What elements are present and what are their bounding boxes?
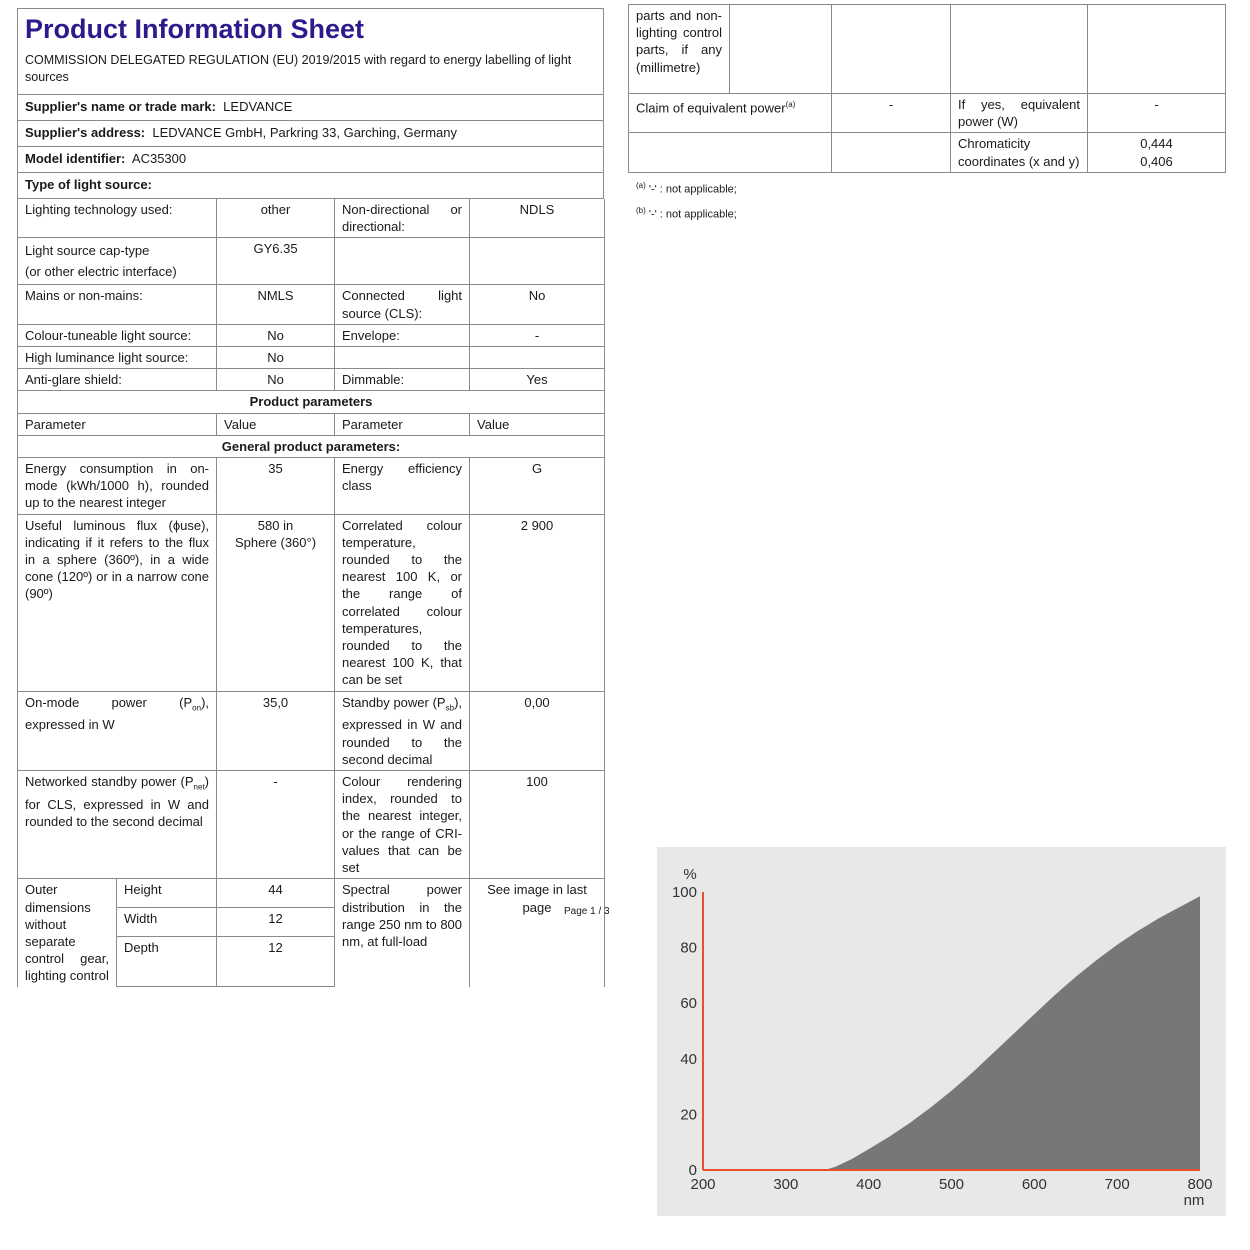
depth-label: Depth (117, 937, 217, 987)
cap-type-label-a: Light source cap-type (25, 243, 150, 259)
networked-standby-label-a: Networked standby power (P (25, 774, 194, 790)
directional-label: Non-directional or directional: (335, 199, 470, 238)
cap-type-label-b: (or other electric interface) (25, 264, 177, 280)
standby-power-subscript: sb (445, 703, 455, 713)
table-row (18, 771, 605, 879)
footnote-b (636, 200, 1225, 226)
colour-tuneable-label: Colour-tuneable light source: (18, 324, 217, 346)
anti-glare-value: No (217, 369, 335, 391)
title-block (17, 8, 604, 95)
product-parameters-heading: Product parameters (18, 391, 605, 413)
table-row (18, 514, 605, 691)
table-row (18, 369, 605, 391)
chromaticity-values (1088, 133, 1226, 172)
supplier-address-label: Supplier's address: (25, 125, 146, 140)
width-label: Width (117, 908, 217, 937)
footnote-a-mark: (a) (636, 180, 646, 190)
table-row (629, 94, 1226, 133)
page-number: Page 1 / 3 (564, 906, 610, 917)
x-tick-label: 400 (856, 1176, 882, 1193)
supplier-name-value: LEDVANCE (223, 99, 293, 114)
height-value: 44 (217, 879, 335, 908)
table-row (18, 413, 605, 435)
networked-standby-subscript: net (193, 782, 205, 792)
cri-value: 100 (470, 771, 605, 879)
on-mode-power-label-b: ), expressed in W (25, 694, 210, 733)
spectral-power-chart (657, 847, 1226, 1216)
product-information-sheet (17, 8, 604, 987)
lighting-technology-value: other (217, 199, 335, 238)
column-header: Parameter (18, 413, 217, 435)
model-identifier-value: AC35300 (131, 151, 187, 166)
table-row (18, 238, 605, 285)
table-row (629, 133, 1226, 172)
x-tick-label: 500 (938, 1176, 965, 1193)
y-tick-label: 60 (680, 995, 697, 1013)
empty-cell (832, 5, 951, 94)
width-value: 12 (217, 908, 335, 937)
energy-class-label: Energy efficiency class (335, 458, 470, 515)
cap-type-label (18, 238, 217, 285)
table-row (18, 435, 605, 457)
mains-label: Mains or non-mains: (18, 285, 217, 324)
table-row (18, 879, 605, 908)
chromaticity-label: Chromaticity coordinates (x and y) (951, 133, 1088, 172)
dimmable-value: Yes (470, 369, 605, 391)
y-tick-label: 0 (688, 1162, 697, 1179)
type-heading: Type of light source: (25, 177, 152, 192)
footnote-a (636, 175, 1225, 201)
supplier-address-value: LEDVANCE GmbH, Parkring 33, Garching, Germany (152, 125, 458, 140)
table-row (18, 458, 605, 515)
standby-power-value: 0,00 (470, 691, 605, 770)
networked-standby-value: - (217, 771, 335, 879)
colour-temperature-label: Correlated colour temperature, rounded to the nearest 100 K, or the range of correlated colour temperatures, rounded to the nearest 100 K, that can be set (335, 514, 470, 691)
spectral-distribution-value: See image in last page (470, 879, 605, 987)
luminous-flux-value-a: 580 in (257, 517, 294, 533)
y-tick-label: 100 (671, 884, 697, 901)
energy-class-value: G (470, 458, 605, 515)
y-tick-label: 20 (680, 1106, 697, 1124)
footnote-b-mark: (b) (636, 206, 646, 216)
networked-standby-label-b: ) for CLS, expressed in W and rounded to the second decimal (25, 774, 210, 830)
height-label: Height (117, 879, 217, 908)
empty-cell (335, 347, 470, 369)
cls-value: No (470, 285, 605, 324)
model-identifier-label: Model identifier: (25, 151, 126, 166)
y-tick-label: 80 (680, 939, 697, 957)
model-identifier-row (17, 147, 604, 173)
standby-power-label (335, 691, 470, 770)
equivalent-power-value: - (832, 94, 951, 133)
table-row (18, 199, 605, 238)
mains-value: NMLS (217, 285, 335, 324)
table-row (629, 5, 1226, 94)
networked-standby-label (18, 771, 217, 879)
y-tick-label: 40 (680, 1050, 697, 1068)
column-header: Value (217, 413, 335, 435)
depth-value: 12 (217, 937, 335, 987)
envelope-value: - (470, 324, 605, 346)
on-mode-power-label-a: On-mode power (P (25, 694, 193, 710)
empty-cell (951, 5, 1088, 94)
dimmable-label: Dimmable: (335, 369, 470, 391)
dimensions-continued-label: parts and non-lighting control parts, if any (millimetre) (629, 5, 730, 94)
footnote-b-text: '-' : not applicable; (648, 209, 737, 222)
outer-dimensions-label: Outer dimensions without separate control gear, lighting control (18, 879, 117, 987)
x-tick-label: 200 (690, 1176, 716, 1193)
standby-power-label-a: Standby power (P (342, 694, 446, 710)
x-tick-label: 600 (1021, 1176, 1047, 1193)
empty-cell (730, 5, 832, 94)
empty-cell (470, 347, 605, 369)
luminous-flux-value-b: Sphere (360°) (234, 534, 317, 550)
page-title: Product Information Sheet (25, 14, 365, 44)
type-heading-row (17, 173, 604, 199)
on-mode-power-subscript: on (192, 703, 202, 713)
chromaticity-x: 0,444 (1140, 136, 1173, 152)
table-row (18, 285, 605, 324)
directional-value: NDLS (470, 199, 605, 238)
table-row (18, 324, 605, 346)
empty-cell (470, 238, 605, 285)
energy-consumption-value: 35 (217, 458, 335, 515)
regulation-text: COMMISSION DELEGATED REGULATION (EU) 2019/2015 with regard to energy labelling of light sources (25, 53, 572, 84)
general-parameters-heading: General product parameters: (18, 435, 605, 457)
x-tick-label: 800 (1187, 1176, 1213, 1193)
luminous-flux-value (217, 514, 335, 691)
column-header: Parameter (335, 413, 470, 435)
anti-glare-label: Anti-glare shield: (18, 369, 217, 391)
high-luminance-value: No (217, 347, 335, 369)
equivalent-power-w-label: If yes, equivalent power (W) (951, 94, 1088, 133)
spectral-distribution-label: Spectral power distribution in the range 250 nm to 800 nm, at full-load (335, 879, 470, 987)
continuation-sheet (628, 4, 1225, 226)
equivalent-power-label (629, 94, 832, 133)
cri-label: Colour rendering index, rounded to the nearest integer, or the range of CRI-values that can be set (335, 771, 470, 879)
equivalent-power-label-text: Claim of equivalent power (636, 100, 786, 116)
x-tick-label: 300 (773, 1176, 799, 1193)
equivalent-power-w-value: - (1088, 94, 1226, 133)
standby-power-label-b: ), expressed in W and rounded to the second decimal (342, 694, 463, 767)
luminous-flux-label: Useful luminous flux (ϕuse), indicating if it refers to the flux in a sphere (360º), in a wide cone (120º) or in a narrow cone (90º) (18, 514, 217, 691)
high-luminance-label: High luminance light source: (18, 347, 217, 369)
parameters-table (17, 199, 605, 987)
x-axis-label: nm (1183, 1192, 1205, 1209)
on-mode-power-label (18, 691, 217, 770)
chromaticity-y: 0,406 (1140, 153, 1173, 169)
supplier-address-row (17, 121, 604, 147)
y-axis-label: % (683, 866, 697, 883)
empty-cell (335, 238, 470, 285)
footnote-a-text: '-' : not applicable; (648, 183, 737, 196)
energy-consumption-label: Energy consumption in on-mode (kWh/1000 h), rounded up to the nearest integer (18, 458, 217, 515)
envelope-label: Envelope: (335, 324, 470, 346)
spectral-chart-panel (657, 847, 1226, 1216)
cls-label: Connected light source (CLS): (335, 285, 470, 324)
continuation-table (628, 4, 1226, 173)
colour-tuneable-value: No (217, 324, 335, 346)
empty-cell (1088, 5, 1226, 94)
supplier-name-row (17, 95, 604, 121)
supplier-name-label: Supplier's name or trade mark: (25, 99, 216, 114)
table-row (18, 347, 605, 369)
cap-type-value: GY6.35 (217, 238, 335, 285)
empty-cell (832, 133, 951, 172)
footnote-marker: (a) (785, 100, 796, 109)
empty-cell (629, 133, 832, 172)
on-mode-power-value: 35,0 (217, 691, 335, 770)
column-header: Value (470, 413, 605, 435)
x-tick-label: 700 (1104, 1176, 1130, 1193)
lighting-technology-label: Lighting technology used: (18, 199, 217, 238)
colour-temperature-value: 2 900 (470, 514, 605, 691)
table-row (18, 391, 605, 413)
table-row (18, 691, 605, 770)
footnotes (636, 175, 1225, 226)
spectrum-area (703, 896, 1200, 1170)
